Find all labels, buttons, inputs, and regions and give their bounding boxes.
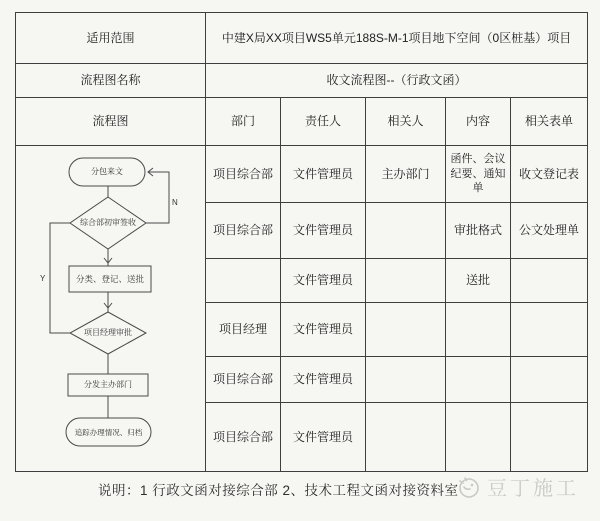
flowchart-diagram bbox=[16, 146, 206, 472]
table-cell-related bbox=[366, 403, 446, 472]
scope-label: 适用范围 bbox=[16, 13, 206, 64]
table-cell-form bbox=[511, 259, 588, 303]
footer-note: 说明：1 行政文函对接综合部 2、技术工程文函对接资料室 bbox=[98, 483, 459, 498]
scope-value: 中建X局XX项目WS5单元188S-M-1项目地下空间（0区桩基）项目 bbox=[206, 13, 588, 64]
table-cell-content bbox=[446, 303, 511, 357]
approve-decision-label: 项目经理审批 bbox=[84, 328, 132, 338]
table-cell-form bbox=[511, 403, 588, 472]
table-cell-dept: 项目经理 bbox=[206, 303, 281, 357]
archive-terminator-label: 追踪办理情况、归档 bbox=[74, 427, 143, 437]
watermark bbox=[456, 472, 579, 501]
table-row bbox=[16, 146, 588, 203]
review-decision-label: 综合部初审签收 bbox=[80, 218, 136, 228]
col-header-owner: 责任人 bbox=[281, 98, 366, 146]
docin-logo-icon bbox=[456, 474, 482, 500]
table-cell-related: 主办部门 bbox=[366, 146, 446, 203]
connector-no-loop bbox=[146, 172, 169, 223]
table-cell-dept: 项目综合部 bbox=[206, 357, 281, 403]
col-header-department: 部门 bbox=[206, 98, 281, 146]
watermark-text: 豆丁施工 bbox=[487, 478, 579, 500]
table-cell-owner: 文件管理员 bbox=[281, 303, 366, 357]
table-cell-owner: 文件管理员 bbox=[281, 357, 366, 403]
dispatch-process-label: 分发主办部门 bbox=[84, 380, 132, 390]
edge-label-yes: Y bbox=[40, 274, 46, 283]
edge-label-no: N bbox=[172, 198, 178, 207]
col-header-content: 内容 bbox=[446, 98, 511, 146]
table-cell-content: 审批格式 bbox=[446, 203, 511, 259]
table-cell-content bbox=[446, 357, 511, 403]
table-cell-owner: 文件管理员 bbox=[281, 259, 366, 303]
table-cell-related bbox=[366, 303, 446, 357]
process-document-table bbox=[15, 12, 588, 472]
start-terminator-label: 分包来文 bbox=[91, 167, 123, 177]
flowchart-name-label: 流程图名称 bbox=[16, 64, 206, 98]
table-cell-form: 公文处理单 bbox=[511, 203, 588, 259]
table-cell-related bbox=[366, 357, 446, 403]
table-cell-dept bbox=[206, 259, 281, 303]
table-cell-content: 送批 bbox=[446, 259, 511, 303]
table-cell-owner: 文件管理员 bbox=[281, 203, 366, 259]
col-header-form: 相关表单 bbox=[511, 98, 588, 146]
col-header-related: 相关人 bbox=[366, 98, 446, 146]
connector-yes-left bbox=[50, 223, 70, 333]
table-cell-owner: 文件管理员 bbox=[281, 403, 366, 472]
table-cell-dept: 项目综合部 bbox=[206, 203, 281, 259]
table-cell-dept: 项目综合部 bbox=[206, 403, 281, 472]
table-cell-content: 函件、会议纪要、通知单 bbox=[446, 146, 511, 203]
flowchart-name-value: 收文流程图--（行政文函） bbox=[206, 64, 588, 98]
table-cell-dept: 项目综合部 bbox=[206, 146, 281, 203]
header-row bbox=[16, 98, 588, 146]
flowchart-cell bbox=[16, 146, 206, 472]
register-process-label: 分类、登记、送批 bbox=[75, 273, 144, 284]
table-cell-form: 收文登记表 bbox=[511, 146, 588, 203]
table-cell-form bbox=[511, 357, 588, 403]
col-header-flowchart: 流程图 bbox=[16, 98, 206, 146]
table-cell-related bbox=[366, 259, 446, 303]
table-cell-form bbox=[511, 303, 588, 357]
table-cell-owner: 文件管理员 bbox=[281, 146, 366, 203]
table-cell-related bbox=[366, 203, 446, 259]
table-cell-content bbox=[446, 403, 511, 472]
